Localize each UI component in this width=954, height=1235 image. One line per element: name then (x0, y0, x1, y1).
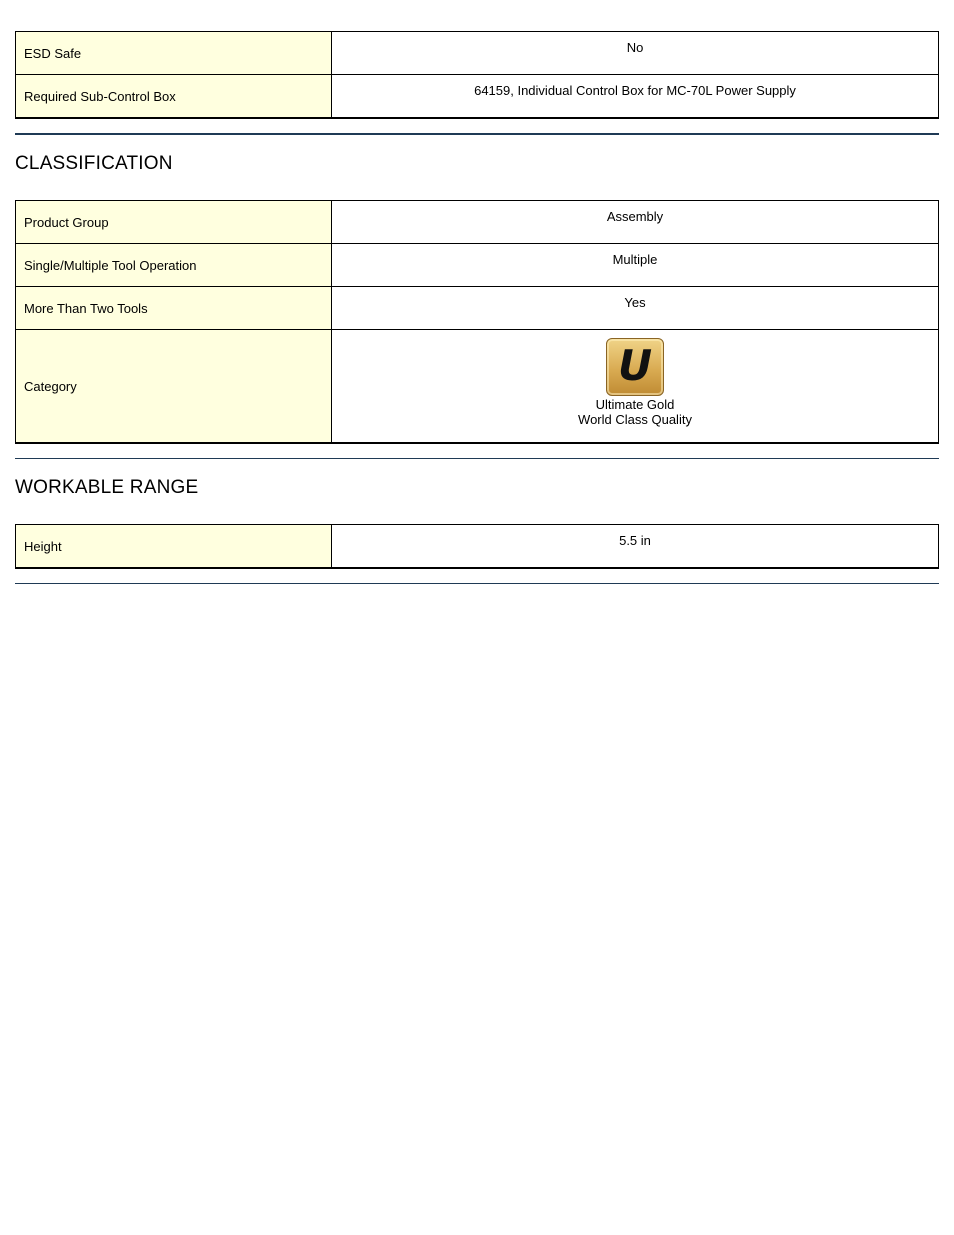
spec-key-product-group: Product Group (16, 201, 332, 244)
ultimate-gold-badge-icon (606, 338, 664, 396)
section-title-classification: CLASSIFICATION (15, 153, 173, 174)
category-sublabel: World Class Quality (578, 412, 692, 427)
table-row (16, 287, 939, 330)
table-row (16, 244, 939, 287)
spec-table-workable-range (15, 524, 939, 569)
spec-value-height: 5.5 in (332, 525, 939, 569)
table-row (16, 75, 939, 119)
section-divider (15, 133, 939, 135)
spec-table-general (15, 31, 939, 119)
table-row (16, 330, 939, 444)
spec-key-more-than-two-tools: More Than Two Tools (16, 287, 332, 330)
spec-value-tool-operation: Multiple (332, 244, 939, 287)
badge-letter: U (617, 341, 653, 390)
section-title-workable-range: WORKABLE RANGE (15, 477, 199, 498)
spec-value-sub-control-box: 64159, Individual Control Box for MC-70L Power Supply (332, 75, 939, 119)
section-divider (15, 458, 939, 459)
spec-key-sub-control-box: Required Sub-Control Box (16, 75, 332, 119)
table-row (16, 32, 939, 75)
spec-key-height: Height (16, 525, 332, 569)
spec-value-category (332, 330, 939, 444)
table-row (16, 525, 939, 569)
category-label: Ultimate Gold (595, 397, 675, 412)
spec-value-product-group: Assembly (332, 201, 939, 244)
spec-key-tool-operation: Single/Multiple Tool Operation (16, 244, 332, 287)
spec-value-esd-safe: No (332, 32, 939, 75)
spec-value-more-than-two-tools: Yes (332, 287, 939, 330)
table-row (16, 201, 939, 244)
spec-sheet (15, 31, 939, 584)
section-divider (15, 583, 939, 584)
spec-key-category: Category (16, 330, 332, 444)
spec-table-classification (15, 200, 939, 444)
spec-key-esd-safe: ESD Safe (16, 32, 332, 75)
